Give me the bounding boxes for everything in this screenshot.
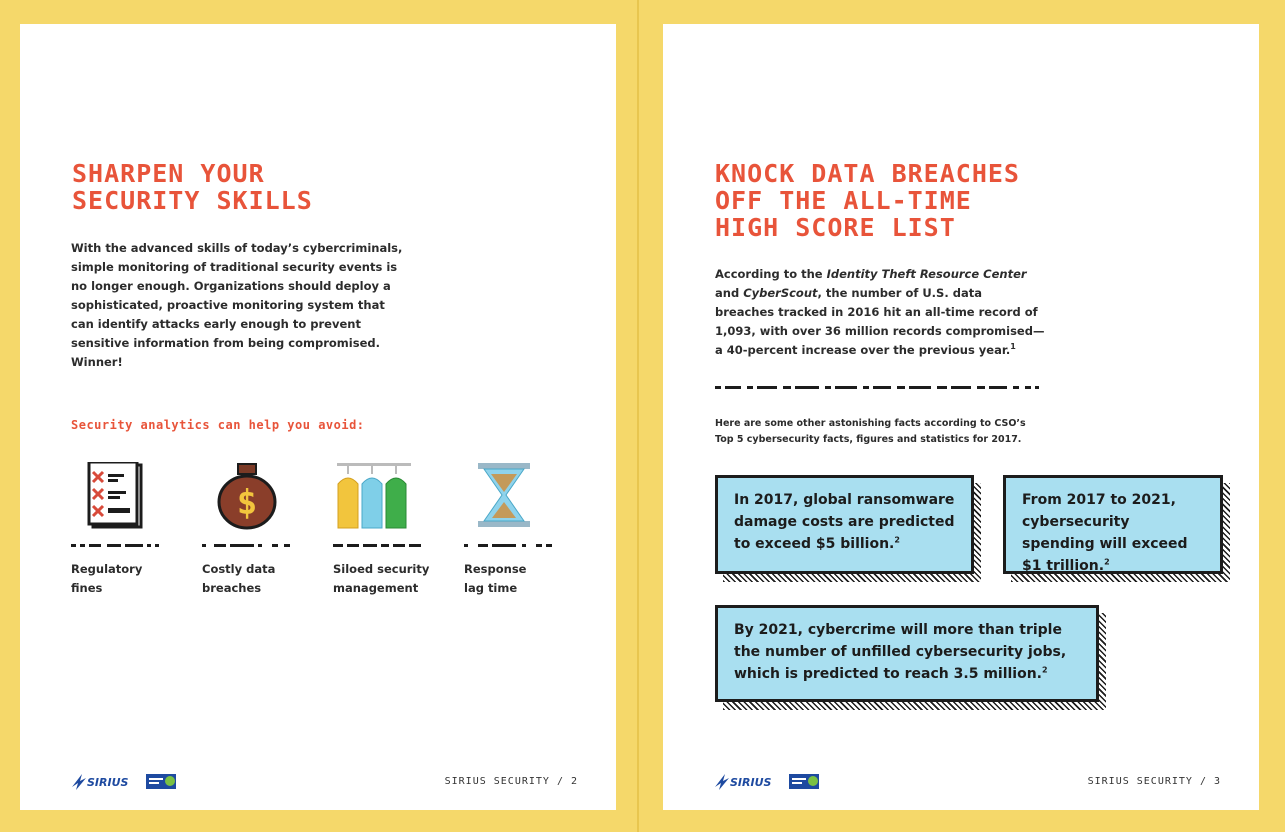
- page-number-footer: SIRIUS SECURITY / 3: [1087, 776, 1221, 787]
- icon-label-line: Siloed security: [333, 562, 430, 576]
- silos-icon: [333, 462, 423, 532]
- svg-text:SIRIUS: SIRIUS: [87, 776, 129, 789]
- intro-org-2: CyberScout: [743, 286, 818, 300]
- icon-label-line: management: [333, 581, 419, 595]
- stat-text: By 2021, cybercrime will more than triple the number of unfilled cybersecurity jobs, which is predicted to reach 3.5 million.: [734, 622, 1067, 682]
- sirius-logo-icon: [713, 772, 833, 792]
- right-headline: [715, 160, 1020, 241]
- icon-item-response-lag: [464, 462, 574, 602]
- icon-label: [71, 560, 181, 598]
- footnote-ref: 2: [894, 535, 900, 545]
- icon-item-siloed-security: [333, 462, 443, 602]
- icon-label: [464, 560, 574, 598]
- stat-box-jobs: [715, 605, 1099, 702]
- dash-divider: [715, 386, 1039, 389]
- stat-text: From 2017 to 2021, cybersecurity spending will exceed $1 trillion.: [1022, 492, 1188, 574]
- page-number-footer: SIRIUS SECURITY / 2: [444, 776, 578, 787]
- intro-org-1: Identity Theft Resource Center: [826, 267, 1027, 281]
- icon-label-line: lag time: [464, 581, 518, 595]
- footnote-ref: 1: [1010, 342, 1016, 352]
- right-intro: [715, 265, 1045, 360]
- left-headline-line-2: SECURITY SKILLS: [72, 186, 313, 215]
- right-headline-line-1: KNOCK DATA BREACHES: [715, 159, 1020, 188]
- stat-box-spending: [1003, 475, 1223, 574]
- svg-text:SIRIUS: SIRIUS: [730, 776, 772, 789]
- icon-label-line: Regulatory: [71, 562, 143, 576]
- icon-label-line: fines: [71, 581, 103, 595]
- dash-divider: [464, 544, 552, 547]
- left-headline: [72, 160, 313, 214]
- icon-label-line: Response: [464, 562, 527, 576]
- page-gutter: [637, 0, 639, 832]
- stat-text: In 2017, global ransomware damage costs are predicted to exceed $5 billion.: [734, 492, 955, 552]
- footer-logo: [70, 772, 190, 792]
- sirius-logo-icon: [70, 772, 190, 792]
- dash-divider: [202, 544, 290, 547]
- hourglass-icon: [464, 462, 554, 532]
- dash-divider: [71, 544, 159, 547]
- icon-label-line: breaches: [202, 581, 262, 595]
- intro-text: According to the: [715, 267, 827, 281]
- icon-label-line: Costly data: [202, 562, 276, 576]
- left-subhead: Security analytics can help you avoid:: [71, 418, 365, 432]
- icon-item-costly-data-breaches: [202, 462, 312, 602]
- stat-box-ransomware: [715, 475, 974, 574]
- facts-intro: Here are some other astonishing facts according to CSO’s Top 5 cybersecurity facts, figures and statistics for 2017.: [715, 418, 1026, 445]
- left-headline-line-1: SHARPEN YOUR: [72, 159, 265, 188]
- left-page: [20, 24, 616, 810]
- money-bag-icon: [202, 462, 292, 532]
- right-headline-line-2: OFF THE ALL-TIME: [715, 186, 972, 215]
- footer-logo: [713, 772, 833, 792]
- svg-text:$: $: [236, 483, 258, 523]
- footnote-ref: 2: [1104, 557, 1110, 567]
- left-intro: With the advanced skills of today’s cybercriminals, simple monitoring of traditional security events is no longer enough. Organizations should deploy a sophisticated, proactive monitoring system that can identify attacks early enough to prevent sensitive information from being compromised. Winner!: [71, 241, 403, 369]
- right-headline-line-3: HIGH SCORE LIST: [715, 213, 956, 242]
- checklist-x-icon: [71, 462, 161, 532]
- icon-label: [202, 560, 312, 598]
- icon-item-regulatory-fines: [71, 462, 181, 602]
- right-page: [663, 24, 1259, 810]
- icon-label: [333, 560, 443, 598]
- intro-text: , the number of U.S. data breaches tracked in 2016 hit an all-time record of 1,093, with over 36 million records compromised—a 40-percent increase over the previous year.: [715, 286, 1045, 357]
- footnote-ref: 2: [1042, 665, 1048, 675]
- dash-divider: [333, 544, 421, 547]
- intro-text: and: [715, 286, 744, 300]
